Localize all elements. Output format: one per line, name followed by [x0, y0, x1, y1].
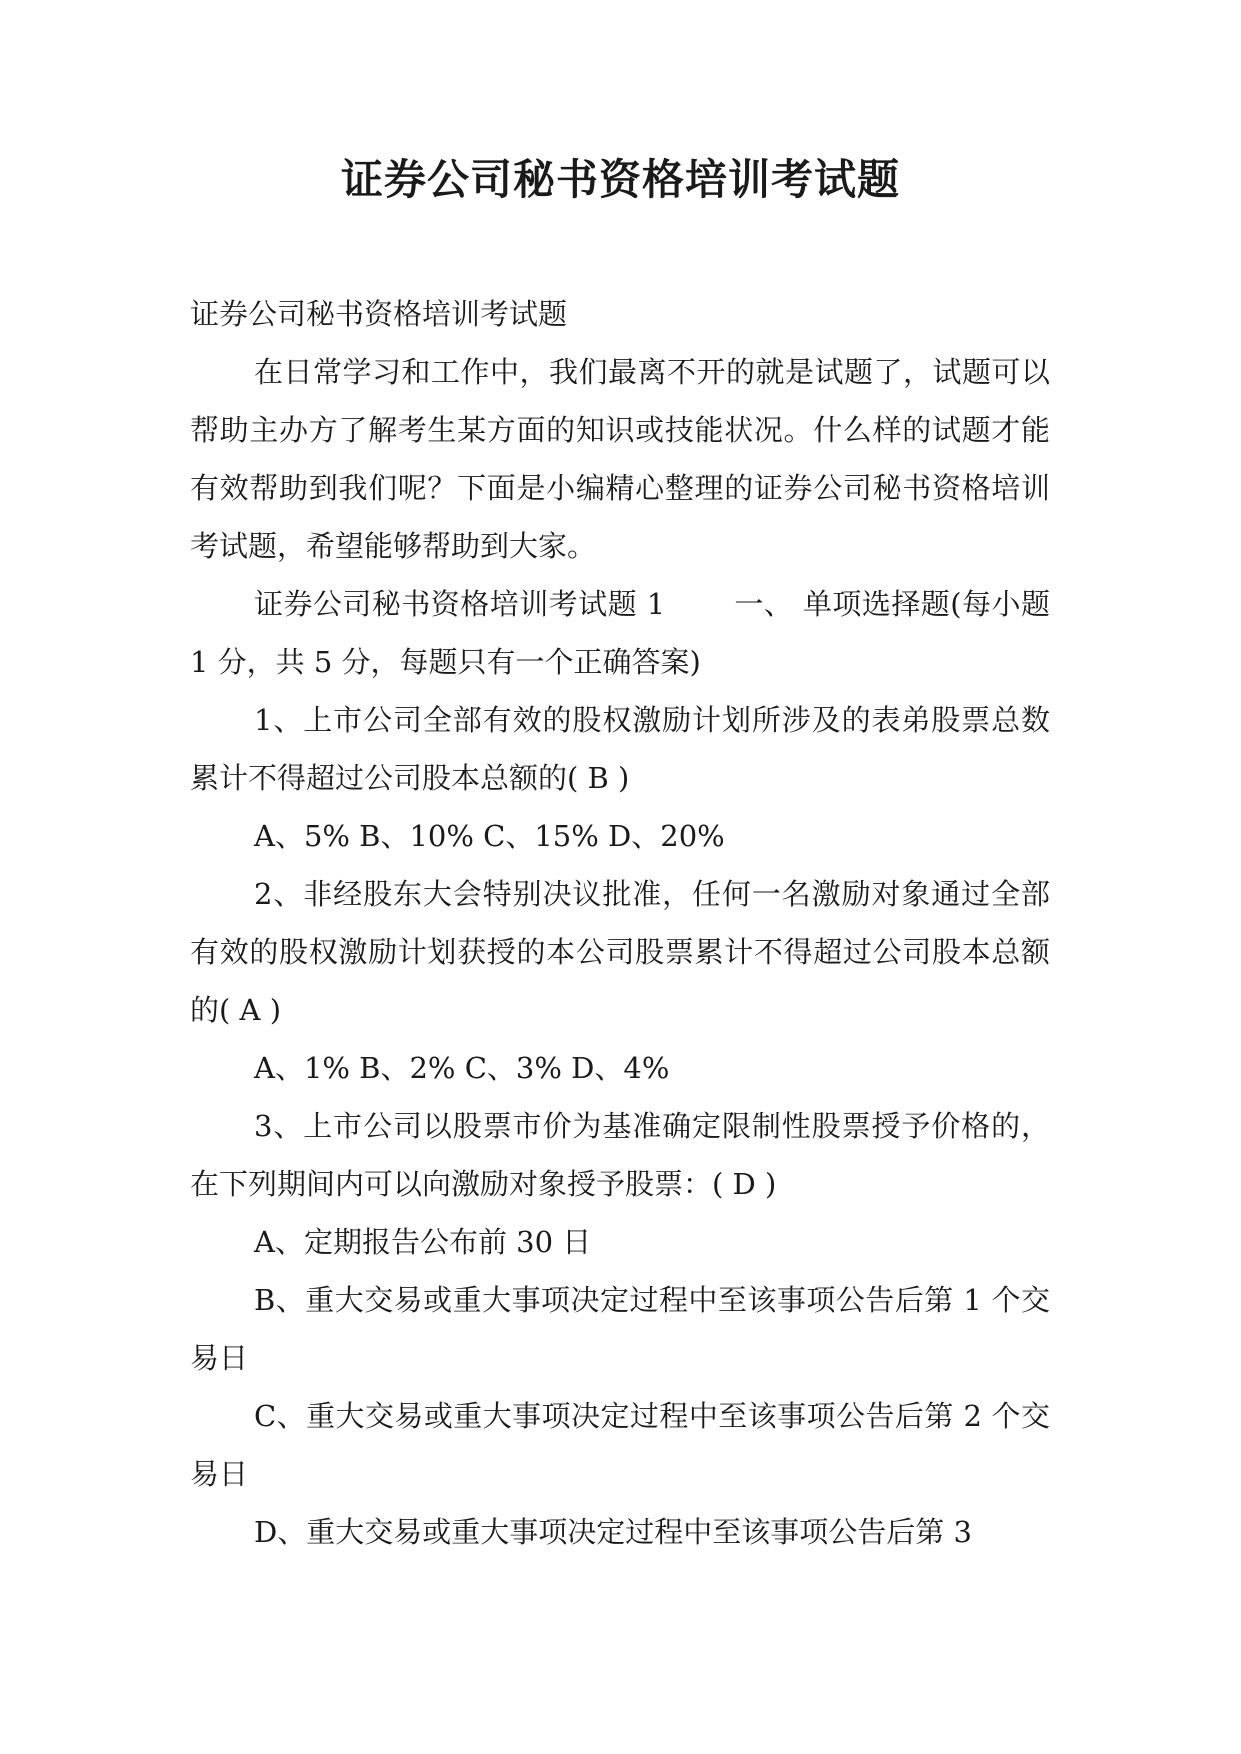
question-2: 2、非经股东大会特别决议批准，任何一名激励对象通过全部有效的股权激励计划获授的本公司股票累计不得超过公司股本总额的( A )	[190, 877, 1050, 1027]
question-3-option-a: A、定期报告公布前 30 日	[254, 1225, 592, 1259]
section-heading: 证券公司秘书资格培训考试题 1 一、 单项选择题(每小题 1 分，共 5 分，每题只有一个正确答案)	[190, 587, 1050, 679]
question-3: 3、上市公司以股票市价为基准确定限制性股票授予价格的，在下列期间内可以向激励对象授予股票：( D )	[190, 1109, 1050, 1201]
document-title: 证券公司秘书资格培训考试题	[340, 155, 900, 204]
document-body	[190, 285, 1050, 1561]
question-3-option-b: B、重大交易或重大事项决定过程中至该事项公告后第 1 个交易日	[190, 1283, 1050, 1375]
question-2-options: A、1% B、2% C、3% D、4%	[254, 1051, 670, 1085]
question-3-option-d: D、重大交易或重大事项决定过程中至该事项公告后第 3	[254, 1515, 972, 1549]
question-1: 1、上市公司全部有效的股权激励计划所涉及的表弟股票总数累计不得超过公司股本总额的( B )	[190, 703, 1050, 795]
question-1-options: A、5% B、10% C、15% D、20%	[254, 819, 725, 853]
subtitle-paragraph: 证券公司秘书资格培训考试题	[190, 297, 568, 331]
intro-paragraph: 在日常学习和工作中，我们最离不开的就是试题了，试题可以帮助主办方了解考生某方面的知识或技能状况。什么样的试题才能有效帮助到我们呢？下面是小编精心整理的证券公司秘书资格培训考试题，希望能够帮助到大家。	[190, 355, 1050, 563]
question-3-option-c: C、重大交易或重大事项决定过程中至该事项公告后第 2 个交易日	[190, 1399, 1050, 1491]
